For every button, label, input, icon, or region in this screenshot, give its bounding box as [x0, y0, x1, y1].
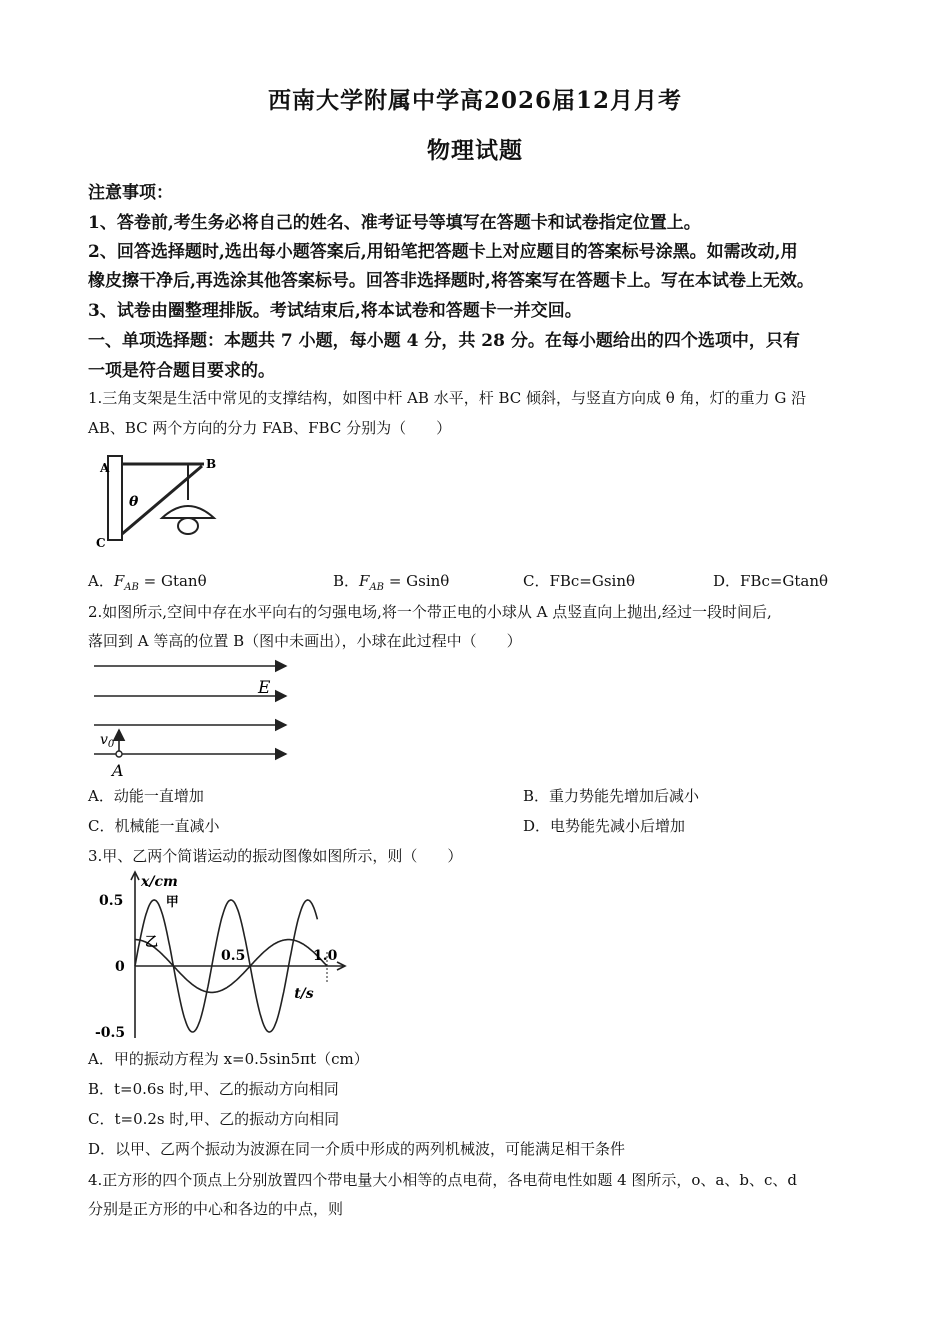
series-label-yi: 乙	[145, 935, 159, 950]
q1-lamp-bracket-figure	[92, 448, 242, 558]
y-tick-label-1: 0	[115, 959, 125, 975]
exam-title: 西南大学附属中学高2026届12月月考	[267, 87, 683, 114]
q3-option-d: D．以甲、乙两个振动为波源在同一介质中形成的两列机械波，可能满足相干条件	[88, 1140, 626, 1158]
section-1-line-2: 一项是符合题目要求的。	[88, 361, 275, 381]
section-1-line-1: 一、单项选择题：本题共 7 小题，每小题 4 分，共 28 分。在每小题给出的四个选项中，只有	[88, 331, 800, 351]
q2-stem-line-2: 落回到 A 等高的位置 B（图中未画出），小球在此过程中（ ）	[88, 632, 522, 650]
notes-item-1: 1、答卷前,考生务必将自己的姓名、准考证号等填写在答题卡和试卷指定位置上。	[88, 213, 701, 233]
wall-plate	[108, 456, 122, 540]
chart-labels	[95, 874, 338, 1041]
lamp-bulb	[178, 518, 198, 534]
label-e: E	[258, 678, 271, 698]
x-axis-label: t/s	[294, 986, 314, 1002]
q3-stem: 3.甲、乙两个简谐运动的振动图像如图所示，则（ ）	[88, 847, 463, 865]
label-a: A	[112, 761, 124, 780]
q2-option-b: B．重力势能先增加后减小	[523, 787, 700, 805]
label-theta: θ	[129, 494, 139, 510]
notes-heading: 注意事项：	[88, 183, 173, 203]
q3-vibration-chart	[95, 868, 360, 1046]
q3-option-a: A．甲的振动方程为 x=0.5sin5πt（cm）	[88, 1050, 369, 1068]
q1-option-d: D．FBc=Gtanθ	[713, 572, 829, 590]
q2-stem-line-1: 2.如图所示,空间中存在水平向右的匀强电场,将一个带正电的小球从 A 点竖直向上抛出,经过一段时间后,	[88, 603, 772, 621]
q1-option-b: B．$F_{AB} = Gsin\theta$	[333, 572, 450, 593]
exam-subtitle: 物理试题	[427, 137, 523, 164]
q3-option-b: B．t=0.6s 时,甲、乙的振动方向相同	[88, 1080, 339, 1098]
y-tick-label-0: 0.5	[99, 893, 124, 909]
y-tick-label-2: -0.5	[95, 1025, 126, 1041]
notes-item-2-line-2: 橡皮擦干净后,再选涂其他答案标号。回答非选择题时,将答案写在答题卡上。写在本试卷上无效。	[88, 271, 814, 291]
x-tick-label-0: 0.5	[221, 948, 246, 964]
lamp-shade	[162, 506, 214, 518]
series-label-jia: 甲	[165, 895, 179, 910]
x-tick-label-1: 1.0	[313, 948, 338, 964]
y-axis-label: x/cm	[141, 874, 178, 890]
label-b: B	[206, 457, 217, 471]
q1-stem-line-1: 1.三角支架是生活中常见的支撑结构，如图中杆 AB 水平，杆 BC 倾斜，与竖直方向成 θ 角，灯的重力 G 沿	[88, 389, 807, 407]
q4-stem-line-1: 4.正方形的四个顶点上分别放置四个带电量大小相等的点电荷，各电荷电性如题 4 图所示，o、a、b、c、d	[88, 1171, 797, 1189]
label-c: C	[96, 536, 106, 550]
q1-option-a: A．$F_{AB} = Gtan\theta$	[88, 572, 207, 593]
q2-option-a: A．动能一直增加	[88, 787, 204, 805]
notes-item-2-line-1: 2、回答选择题时,选出每小题答案后,用铅笔把答题卡上对应题目的答案标号涂黑。如需改动,用	[88, 242, 798, 262]
label-a: A	[100, 461, 110, 475]
q2-electric-field-figure	[90, 658, 290, 780]
q1-stem-line-2: AB、BC 两个方向的分力 FAB、FBC 分别为（ ）	[88, 419, 452, 437]
q4-stem-line-2: 分别是正方形的中心和各边的中点，则	[88, 1200, 344, 1218]
q2-option-c: C．机械能一直减小	[88, 817, 220, 835]
q2-option-d: D．电势能先减小后增加	[523, 817, 686, 835]
q3-option-c: C．t=0.2s 时,甲、乙的振动方向相同	[88, 1110, 340, 1128]
ball-a	[116, 751, 122, 757]
notes-item-3: 3、试卷由圈整理排版。考试结束后,将本试卷和答题卡一并交回。	[88, 301, 582, 321]
label-v0: $v_0$	[100, 732, 115, 750]
q1-option-c: C．FBc=Gsinθ	[523, 572, 636, 590]
